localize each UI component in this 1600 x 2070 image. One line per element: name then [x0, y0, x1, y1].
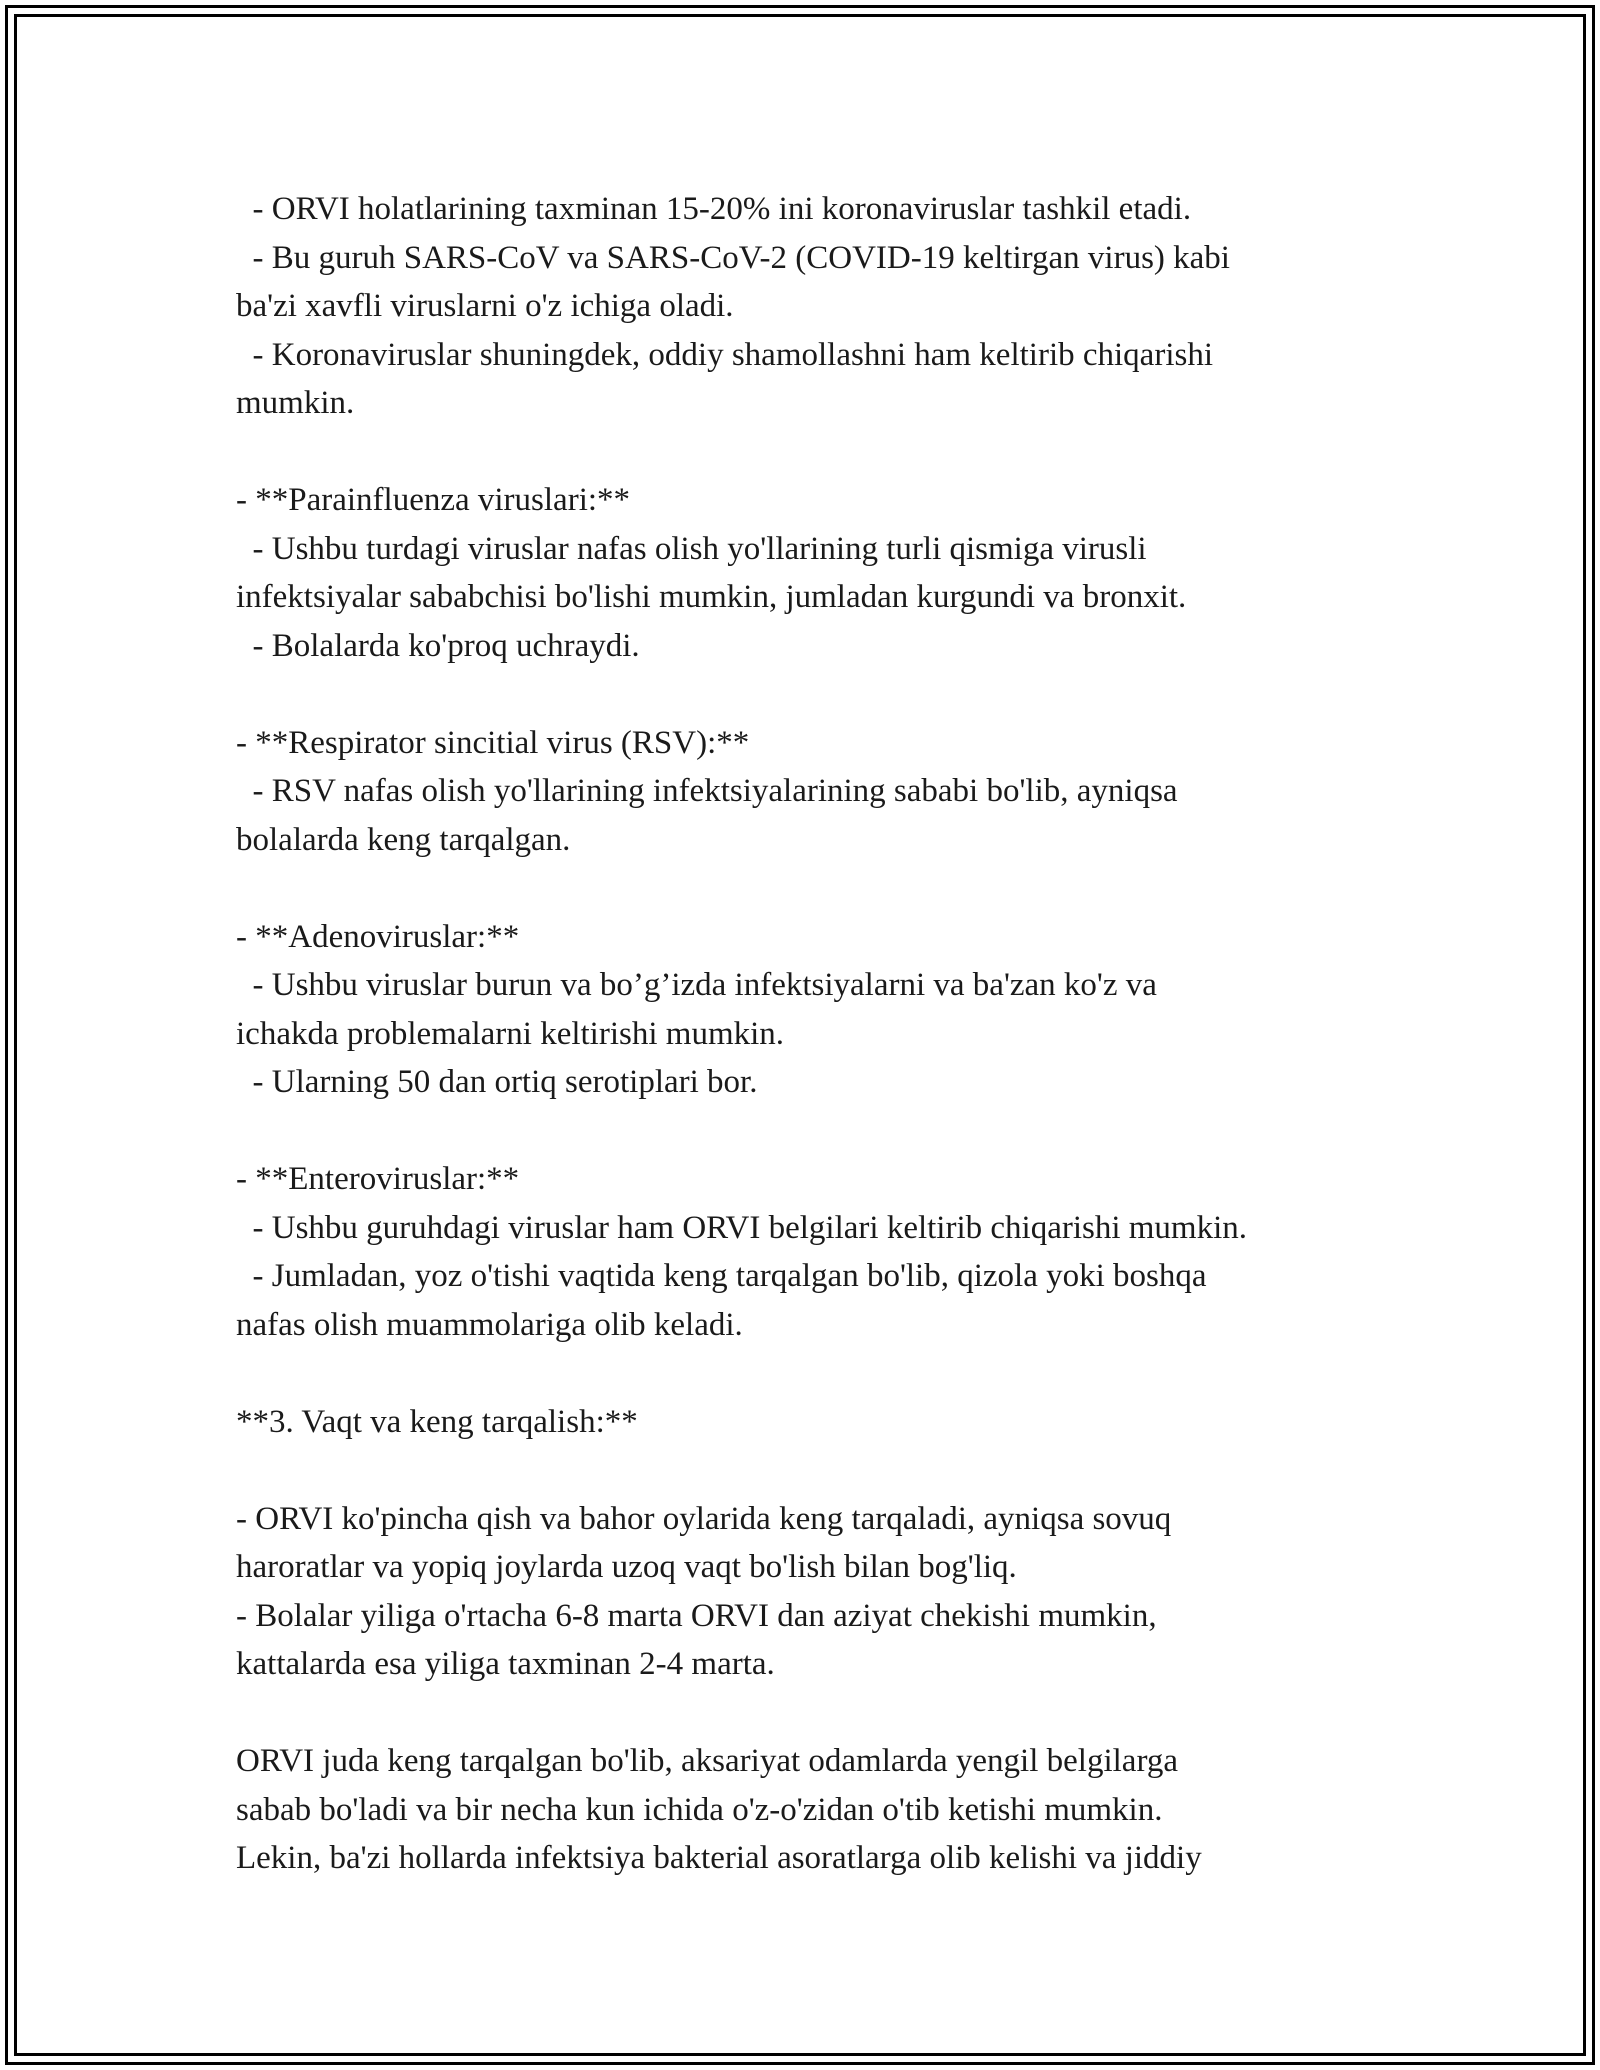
blank-line — [236, 1689, 1416, 1738]
text-line: - Bu guruh SARS-CoV va SARS-CoV-2 (COVID-19 keltirgan virus) kabi — [236, 239, 1230, 276]
text-line: - Bolalarda ko'proq uchraydi. — [236, 627, 640, 664]
text-line: - Ushbu viruslar burun va bo’g’izda infektsiyalarni va ba'zan ko'z va — [236, 967, 1157, 1003]
blank-line — [236, 670, 1416, 719]
text-line: - Koronaviruslar shuningdek, oddiy shamollashni ham keltirib chiqarishi — [236, 336, 1213, 373]
text-line: nafas olish muammolariga olib keladi. — [236, 1306, 743, 1343]
text-line: - Jumladan, yoz o'tishi vaqtida keng tarqalgan bo'lib, qizola yoki boshqa — [236, 1258, 1207, 1294]
text-line: - Ushbu turdagi viruslar nafas olish yo'llarining turli qismiga virusli — [236, 530, 1147, 567]
text-line: ichakda problemalarni keltirishi mumkin. — [236, 1015, 785, 1052]
text-line: - Ushbu guruhdagi viruslar ham ORVI belgilari keltirib chiqarishi mumkin. — [236, 1209, 1248, 1246]
section-heading-parainfluenza: - **Parainfluenza viruslari:** — [236, 482, 631, 518]
blank-line — [236, 1349, 1416, 1398]
text-line: sabab bo'ladi va bir necha kun ichida o'z-o'zidan o'tib ketishi mumkin. — [236, 1791, 1163, 1828]
text-line: kattalarda esa yiliga taxminan 2-4 marta. — [236, 1646, 775, 1682]
blank-line — [236, 1446, 1416, 1495]
text-line: Lekin, ba'zi hollarda infektsiya bakterial asoratlarga olib kelishi va jiddiy — [236, 1840, 1202, 1876]
text-line: bolalarda keng tarqalgan. — [236, 821, 571, 858]
section-heading-enteroviruses: - **Enteroviruslar:** — [236, 1161, 520, 1197]
section-heading-time-spread: **3. Vaqt va keng tarqalish:** — [236, 1403, 638, 1440]
section-heading-rsv: - **Respirator sincitial virus (RSV):** — [236, 724, 750, 761]
blank-line — [236, 1107, 1416, 1156]
text-line: - ORVI holatlarining taxminan 15-20% ini koronaviruslar tashkil etadi. — [236, 191, 1192, 227]
document-body — [236, 185, 1416, 1883]
text-line: - ORVI ko'pincha qish va bahor oylarida keng tarqaladi, ayniqsa sovuq — [236, 1500, 1172, 1537]
text-line: ORVI juda keng tarqalgan bo'lib, aksariyat odamlarda yengil belgilarga — [236, 1743, 1178, 1779]
text-line: infektsiyalar sababchisi bo'lishi mumkin, jumladan kurgundi va bronxit. — [236, 579, 1187, 615]
text-line: ba'zi xavfli viruslarni o'z ichiga oladi. — [236, 288, 734, 324]
section-heading-adenoviruses: - **Adenoviruslar:** — [236, 918, 520, 955]
text-line: - RSV nafas olish yo'llarining infektsiyalarining sababi bo'lib, ayniqsa — [236, 773, 1178, 809]
text-line: - Bolalar yiliga o'rtacha 6-8 marta ORVI dan aziyat chekishi mumkin, — [236, 1597, 1157, 1634]
blank-line — [236, 864, 1416, 913]
text-line: haroratlar va yopiq joylarda uzoq vaqt bo'lish bilan bog'liq. — [236, 1549, 1017, 1585]
text-line: - Ularning 50 dan ortiq serotiplari bor. — [236, 1064, 758, 1100]
blank-line — [236, 428, 1416, 477]
text-line: mumkin. — [236, 385, 355, 421]
